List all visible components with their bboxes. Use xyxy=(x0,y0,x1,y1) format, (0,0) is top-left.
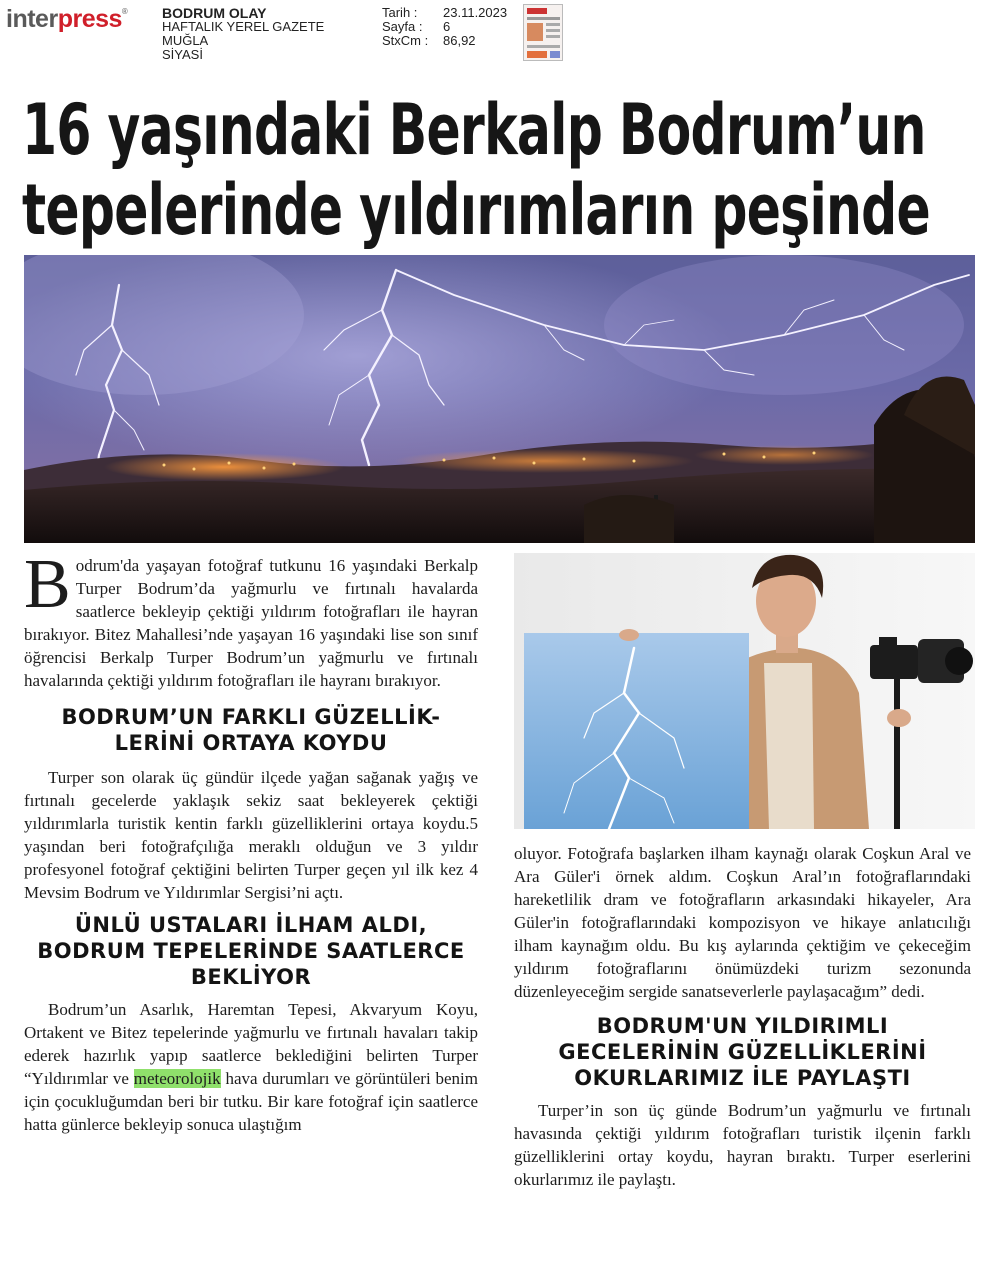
subhead-farkli-guzellikler: BODRUM’UN FARKLI GÜZELLİK- LERİNİ ORTAYA KOYDU xyxy=(61,705,441,755)
subhead-unlu-ustalar: ÜNLÜ USTALARI İLHAM ALDI, BODRUM TEPELERİNDE SAATLERCE BEKLİYOR xyxy=(37,913,465,989)
paragraph-son-uc-gun: Turper’in son üç günde Bodrum’un yağmurlu ve fırtınalı havasında çektiği yıldırım fotoğrafları turistik ilçenin farklı güzelliklerini ortay koydu, hayran bıraktı. Turper eserlerini okurlarımız ile paylaştı. xyxy=(514,1101,971,1189)
page-value: 6 xyxy=(443,19,451,34)
date-value: 23.11.2023 xyxy=(443,5,508,20)
page-thumbnail xyxy=(523,4,563,61)
headline-line-1: 16 yaşındaki Berkalp Bodrum’un xyxy=(22,89,926,171)
dropcap-letter: B xyxy=(24,546,71,623)
date-label: Tarih : xyxy=(382,5,418,20)
page-label: Sayfa : xyxy=(382,19,423,34)
paragraph-turper-son: Turper son olarak üç gündür ilçede yağan sağanak yağış ve fırtınalı gecelerde yaklaşık sekiz saat bekleyerek çektiği yıldırımlarla turistik kentin farklı güzelliklerini ortaya koydu.5 yaşından beri fotoğrafçılığa meraklı olduğun ve 3 yıldır profesyonel fotoğraf çektiğini belirten Turper geçen yıl ilk kez 4 Mevsim Bodrum ve Yıldırımlar Sergisi’ni açtı. xyxy=(24,768,478,902)
publication-name: BODRUM OLAY xyxy=(162,5,267,21)
stxcm-label: StxCm : xyxy=(382,33,429,48)
paragraph-asarlik: Bodrum’un Asarlık, Haremtan Tepesi, Akvaryum Koyu, Ortakent ve Bitez tepelerinde yağmurlu ve fırtınalı havaları takip ederek hazırlık yapıp saatlerce beklediğini belirten Turper “Yıldırımlar ve meteorolojik hava durumları ve görüntüleri benim için çocukluğumdan beri bir tutku. Bir kare fotoğraf için saatlerce hatta günlerce bekleyip sonuca ulaştığım xyxy=(24,1000,479,1134)
publication-section: SİYASİ xyxy=(162,47,203,62)
headline-line-2: tepelerinde yıldırımların peşinde xyxy=(22,169,930,251)
left-column xyxy=(24,546,479,1136)
stxcm-value: 86,92 xyxy=(443,33,476,48)
clipping-info xyxy=(382,6,507,48)
photographer-portrait-photo xyxy=(514,553,975,829)
publication-type: HAFTALIK YEREL GAZETE xyxy=(162,19,325,34)
right-column xyxy=(514,842,971,1191)
intro-paragraph: Bodrum'da yaşayan fotoğraf tutkunu 16 yaşındaki Berkalp Turper Bodrum’da yağmurlu ve fırtınalı havalarda saatlerce bekleyip çektiği yıldırım fotoğrafları ile hayran bırakıyor. Bitez Mahallesi’nde yaşayan 16 yaşındaki lise son sınıf öğrencisi Berkalp Turper Bodrum’un yağmurlu ve fırtınalı havalarında çektiği yıldırım fotoğrafları ile hayranı bırakıyor. xyxy=(24,546,478,690)
lightning-landscape-photo xyxy=(24,255,975,543)
interpress-logo: interpress® xyxy=(6,5,128,33)
highlighted-word: meteorolojik xyxy=(133,1069,221,1088)
paragraph-ilham-kaynagi: oluyor. Fotoğrafa başlarken ilham kaynağı olarak Coşkun Aral ve Ara Güler'i örnek aldım. Coşkun Aral’ın fotoğraflarındaki hareketlilik dram ve fotoğrafların arkasındaki hikayeler, Ara Güler'in fotoğraflarındaki kompozisyon ve hikaye anlatıcılığı ilham kaynağım oldu. Bu kış aylarında çektiğim ve çekeceğim yıldırım fotoğraflarını önümüzdeki turizm sezonunda düzenleyeceğim sergide sanatseverlerle paylaşacağım” dedi. xyxy=(514,844,971,1001)
article-headline xyxy=(22,90,982,250)
publication-info xyxy=(162,6,324,62)
publication-city: MUĞLA xyxy=(162,33,209,48)
subhead-yildirimli-geceler: BODRUM'UN YILDIRIMLI GECELERİNİN GÜZELLİKLERİNİ OKURLARIMIZ İLE PAYLAŞTI xyxy=(558,1014,927,1090)
